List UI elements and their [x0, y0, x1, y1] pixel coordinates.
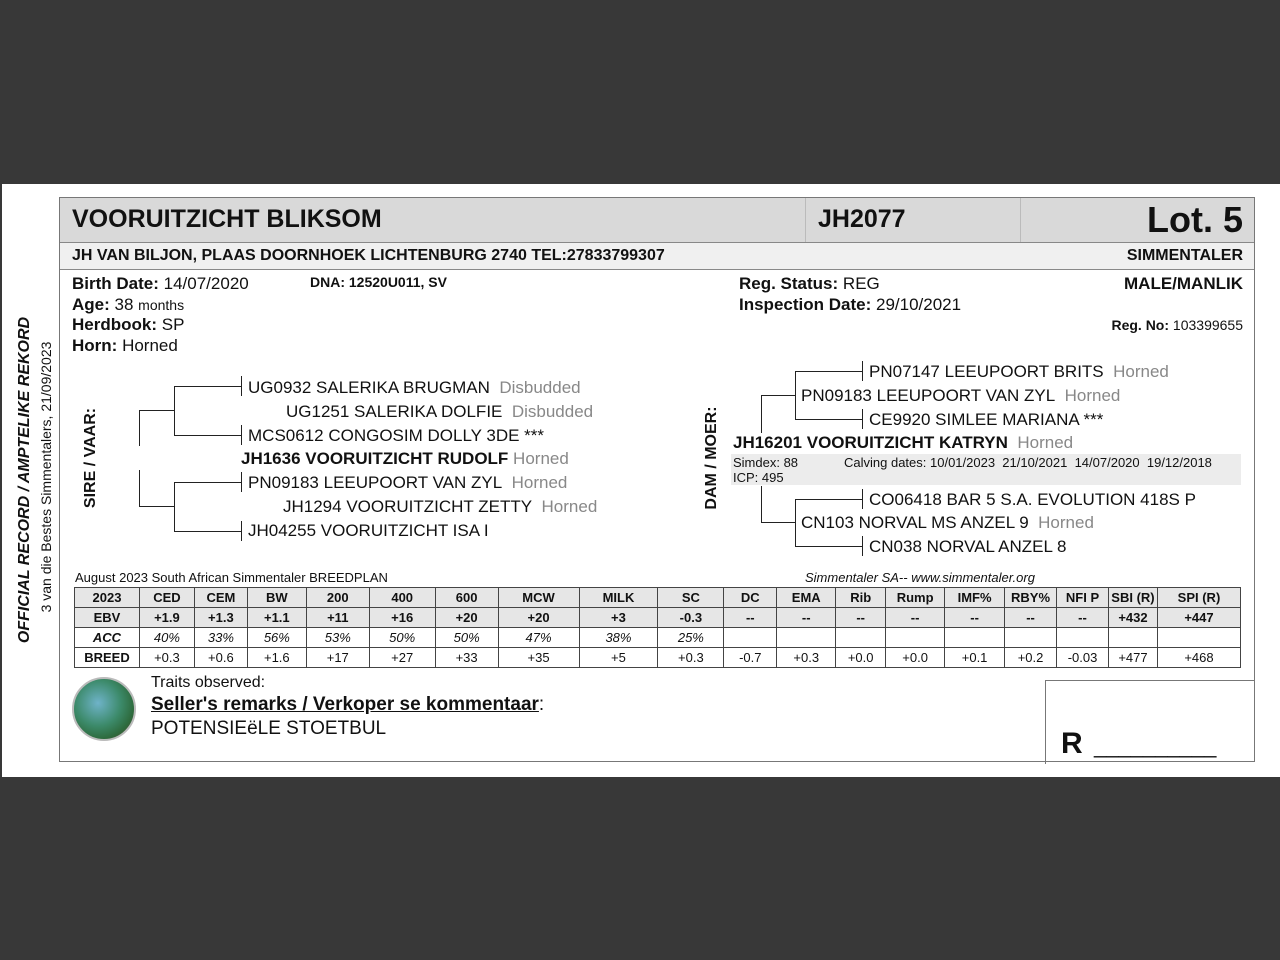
breedplan.headers-cell: RBY% [1005, 588, 1057, 608]
reg-status-value: REG [842, 274, 880, 293]
sire-gg1-name: UG0932 SALERIKA BRUGMAN [248, 378, 490, 397]
reg-status [739, 274, 880, 294]
sire-g2-name: JH1294 VOORUITZICHT ZETTY [283, 497, 533, 516]
dam-calving-dates: Calving dates: 10/01/2023 21/10/2021 14/07/2020 19/12/2018 [844, 455, 1212, 470]
reg-status-label: Reg. Status: [739, 274, 839, 293]
sire-name: JH1636 VOORUITZICHT RUDOLF [241, 449, 509, 468]
breedplan.rows.0-cell: -- [1005, 608, 1057, 628]
dam-gg1-name: PN07147 LEEUPOORT BRITS [869, 362, 1104, 381]
dam-g2 [801, 513, 1094, 533]
breedplan.rows.0-cell: +1.1 [247, 608, 306, 628]
sire-gg3-horn: Horned [511, 473, 568, 492]
breed-name: SIMMENTALER [1126, 247, 1243, 264]
animal-id: JH2077 [818, 205, 906, 233]
breedplan.rows.1-cell [777, 628, 836, 648]
breedplan.rows.0-cell: EBV [75, 608, 140, 628]
breedplan.rows.1-cell [836, 628, 886, 648]
age-unit: months [138, 297, 185, 313]
breedplan.rows.2-cell: -0.7 [724, 648, 777, 668]
breedplan.rows.1-cell: 25% [658, 628, 724, 648]
breedplan.rows.0-cell: +3 [579, 608, 658, 628]
breedplan.rows.0-cell: +432 [1108, 608, 1157, 628]
price-prefix: R [1061, 727, 1083, 760]
breedplan.rows.1-cell: ACC [75, 628, 140, 648]
dam-g2-name: CN103 NORVAL MS ANZEL 9 [801, 513, 1029, 532]
breedplan.headers-cell: NFI P [1057, 588, 1109, 608]
breedplan.headers-cell: 200 [306, 588, 369, 608]
birth-date-label: Birth Date: [72, 274, 159, 293]
dam-gg3: CO06418 BAR 5 S.A. EVOLUTION 418S P [869, 490, 1196, 509]
sire-g1 [286, 402, 593, 422]
breedplan.rows.1-cell [724, 628, 777, 648]
dam-gg1 [869, 362, 1169, 382]
breedplan-source: Simmentaler SA-- www.simmentaler.org [805, 570, 1035, 585]
breedplan.headers-cell: 600 [435, 588, 498, 608]
breedplan-caption: August 2023 South African Simmentaler BREEDPLAN [75, 570, 388, 585]
breedplan.headers-cell: Rump [886, 588, 945, 608]
age-value: 38 [114, 295, 134, 314]
breedplan.rows.0-cell: -- [945, 608, 1005, 628]
horn [72, 336, 178, 356]
horn-value: Horned [122, 336, 178, 355]
seller-remarks-text: POTENSIEëLE STOETBUL [151, 718, 387, 739]
herdbook-label: Herdbook: [72, 315, 157, 334]
sire-gg1-horn: Disbudded [499, 378, 581, 397]
breedplan.rows.0-cell: -- [886, 608, 945, 628]
breedplan.rows.2-cell: +0.2 [1005, 648, 1057, 668]
breedplan.headers-cell: CEM [194, 588, 247, 608]
breedplan.headers-cell: 400 [369, 588, 435, 608]
breedplan.rows.0-cell: -- [1057, 608, 1109, 628]
breedplan.rows.2-cell: +477 [1108, 648, 1157, 668]
breedplan.rows.1-cell: 50% [369, 628, 435, 648]
breedplan.rows.2-cell: +0.3 [658, 648, 724, 668]
breedplan.rows.2-cell: +0.3 [139, 648, 194, 668]
breedplan.headers-cell: EMA [777, 588, 836, 608]
sire-g1-name: UG1251 SALERIKA DOLFIE [286, 402, 503, 421]
sire-gg4: JH04255 VOORUITZICHT ISA I [248, 521, 489, 540]
sire-main [241, 449, 569, 469]
breedplan.rows.1-cell [1157, 628, 1240, 648]
dam-gg4: CN038 NORVAL ANZEL 8 [869, 537, 1067, 556]
breedplan.rows.2-cell: +0.0 [836, 648, 886, 668]
breedplan.rows.0-cell: -- [724, 608, 777, 628]
breedplan.rows.2-cell: +35 [498, 648, 579, 668]
breedplan.rows.1-cell: 53% [306, 628, 369, 648]
sire-gg1 [248, 378, 581, 398]
breedplan.headers-cell: CED [139, 588, 194, 608]
lot-number: Lot. 5 [1147, 199, 1243, 240]
breedplan-table [74, 587, 1241, 668]
sex: MALE/MANLIK [1124, 274, 1243, 293]
breedplan.rows.2-cell: +5 [579, 648, 658, 668]
breedplan.rows.2-cell: +0.3 [777, 648, 836, 668]
birth-date-value: 14/07/2020 [163, 274, 249, 293]
sire-gg2: MCS0612 CONGOSIM DOLLY 3DE *** [248, 426, 545, 445]
animal-name: VOORUITZICHT BLIKSOM [72, 205, 382, 233]
breedplan.rows.0-cell: +20 [435, 608, 498, 628]
breedplan.headers-cell: SBI (R) [1108, 588, 1157, 608]
breedplan.rows.2-cell: +33 [435, 648, 498, 668]
dam-simdex: Simdex: 88 [733, 455, 799, 470]
inspection-value: 29/10/2021 [875, 295, 962, 314]
dam-label: DAM / MOER: [703, 406, 720, 510]
breedplan.headers-cell: SPI (R) [1157, 588, 1240, 608]
breedplan.rows.1-cell [945, 628, 1005, 648]
breedplan.rows.1-cell [1057, 628, 1109, 648]
breedplan.rows.2-cell: +17 [306, 648, 369, 668]
breedplan.rows.1-cell: 50% [435, 628, 498, 648]
breedplan.rows.2-cell: +0.0 [886, 648, 945, 668]
breedplan-ebv-row [75, 608, 1241, 628]
breedplan.rows.1-cell [1108, 628, 1157, 648]
dam-gg2: CE9920 SIMLEE MARIANA *** [869, 410, 1104, 429]
breedplan.rows.2-cell: BREED [75, 648, 140, 668]
breedplan.rows.0-cell: +20 [498, 608, 579, 628]
sire-gg3 [248, 473, 567, 493]
traits-observed: Traits observed: [151, 674, 266, 691]
horn-label: Horn: [72, 336, 118, 355]
breedplan.rows.1-cell: 40% [139, 628, 194, 648]
dna-value: 12520U011, SV [348, 274, 447, 290]
sire-horn: Horned [513, 449, 569, 468]
reg-number [1111, 317, 1243, 333]
dam-g1-horn: Horned [1064, 386, 1121, 405]
dam-g1 [801, 386, 1120, 406]
breedplan.rows.0-cell: +11 [306, 608, 369, 628]
source-label: 3 van die Bestes Simmentalers, 21/09/2023 [38, 341, 54, 613]
seller-remarks-heading [151, 694, 544, 716]
breedplan.rows.2-cell: +468 [1157, 648, 1240, 668]
price-blank[interactable]: __________ [1094, 733, 1217, 758]
breedplan.headers-cell: IMF% [945, 588, 1005, 608]
breedplan.rows.2-cell: -0.03 [1057, 648, 1109, 668]
breedplan.rows.1-cell [1005, 628, 1057, 648]
dam-gg1-horn: Horned [1113, 362, 1169, 381]
herdbook [72, 315, 184, 335]
breedplan.rows.1-cell [886, 628, 945, 648]
age [72, 295, 184, 315]
breedplan.rows.2-cell: +1.6 [247, 648, 306, 668]
reg-number-label: Reg. No: [1111, 317, 1170, 333]
breedplan.rows.1-cell: 47% [498, 628, 579, 648]
official-record-label: OFFICIAL RECORD / AMPTELIKE REKORD [16, 316, 33, 644]
breedplan.rows.1-cell: 38% [579, 628, 658, 648]
breedplan.headers-cell: MCW [498, 588, 579, 608]
inspection-label: Inspection Date: [739, 295, 872, 314]
dam-icp: ICP: 495 [733, 470, 784, 485]
dna [310, 274, 447, 290]
breedplan.headers-cell: DC [724, 588, 777, 608]
age-label: Age: [72, 295, 110, 314]
sire-gg3-name: PN09183 LEEUPOORT VAN ZYL [248, 473, 503, 492]
herdbook-value: SP [161, 315, 185, 334]
breedplan.headers-cell: BW [247, 588, 306, 608]
dam-main [733, 433, 1073, 453]
breedplan.rows.2-cell: +0.6 [194, 648, 247, 668]
breedplan.headers-cell: 2023 [75, 588, 140, 608]
breedplan.rows.1-cell: 33% [194, 628, 247, 648]
breedplan-acc-row [75, 628, 1241, 648]
breedplan.rows.0-cell: +16 [369, 608, 435, 628]
sire-label: SIRE / VAAR: [82, 407, 99, 509]
breedplan.rows.0-cell: +1.3 [194, 608, 247, 628]
breedplan-header-row [75, 588, 1241, 608]
breedplan.rows.0-cell: -- [836, 608, 886, 628]
dam-g2-horn: Horned [1038, 513, 1094, 532]
reg-number-value: 103399655 [1172, 317, 1243, 333]
dam-g1-name: PN09183 LEEUPOORT VAN ZYL [801, 386, 1056, 405]
breedplan.rows.2-cell: +27 [369, 648, 435, 668]
owner-details: JH VAN BILJON, PLAAS DOORNHOEK LICHTENBURG 2740 TEL:27833799307 [72, 247, 665, 264]
breedplan.headers-cell: MILK [579, 588, 658, 608]
breedplan.rows.0-cell: -0.3 [658, 608, 724, 628]
breedplan.rows.0-cell: +447 [1157, 608, 1240, 628]
sire-g1-horn: Disbudded [511, 402, 594, 421]
breedplan.rows.0-cell: -- [777, 608, 836, 628]
inspection-date [739, 295, 961, 315]
dam-name: JH16201 VOORUITZICHT KATRYN [733, 433, 1008, 452]
seller-remarks-colon: : [538, 694, 545, 715]
sire-g2-horn: Horned [541, 497, 598, 516]
breedplan.rows.1-cell: 56% [247, 628, 306, 648]
dam-horn: Horned [1017, 433, 1074, 452]
birth-date [72, 274, 249, 294]
breedplan.headers-cell: Rib [836, 588, 886, 608]
breedplan.rows.2-cell: +0.1 [945, 648, 1005, 668]
dna-label: DNA: [310, 274, 345, 290]
breedplan-breed-row [75, 648, 1241, 668]
breedplan.rows.0-cell: +1.9 [139, 608, 194, 628]
society-logo [72, 677, 136, 741]
seller-remarks-title: Seller's remarks / Verkoper se kommentaar [151, 694, 539, 715]
breedplan.headers-cell: SC [658, 588, 724, 608]
sire-g2 [283, 497, 597, 517]
